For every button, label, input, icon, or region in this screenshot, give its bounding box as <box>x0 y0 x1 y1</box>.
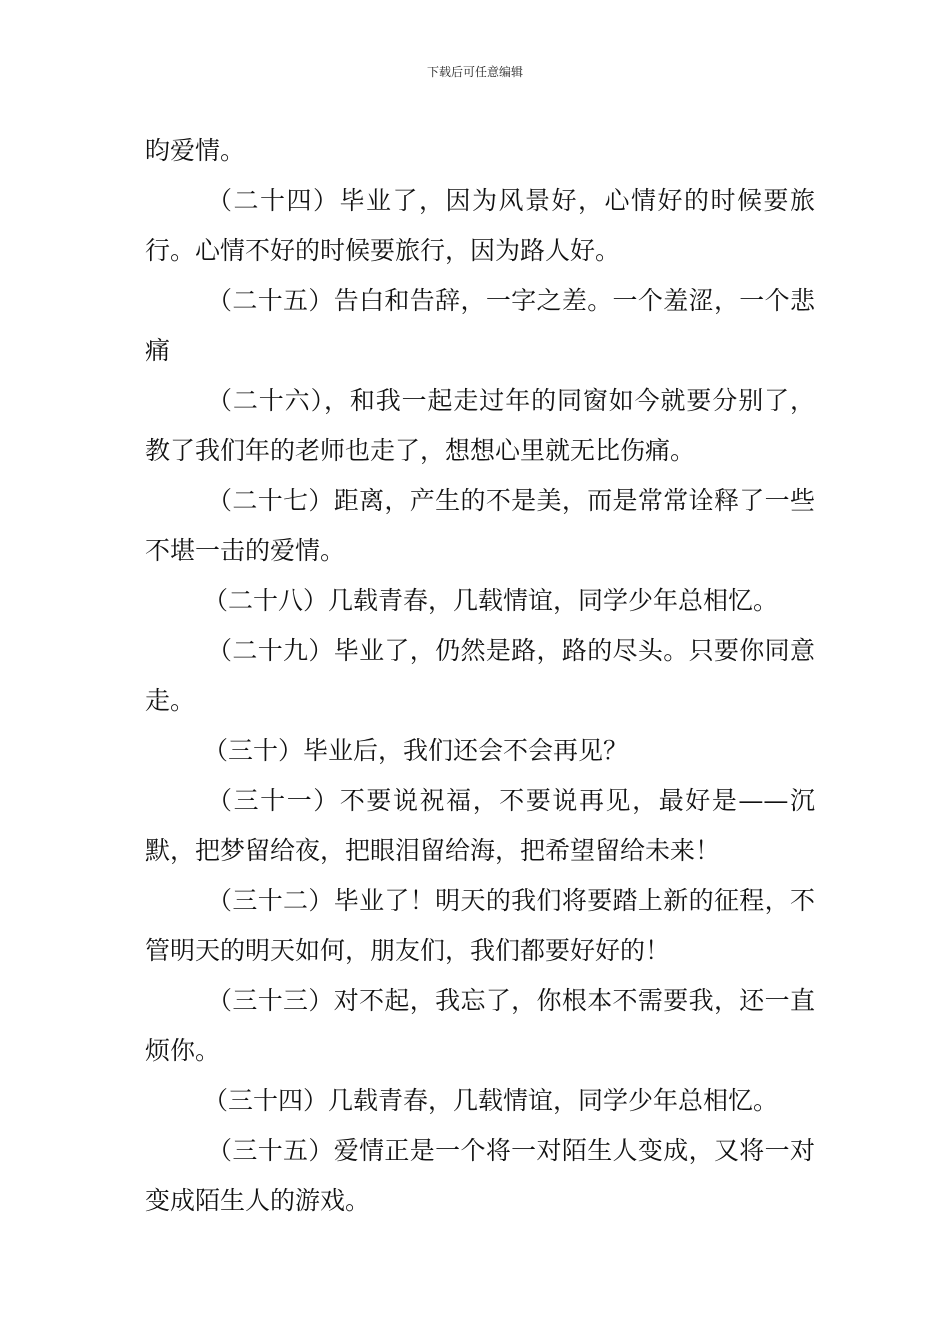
page-header: 下载后可任意编辑 <box>426 65 523 79</box>
paragraph-9: （三十二）毕业了！明天的我们将要踏上新的征程，不管明天的明天如何，朋友们，我们都要好好的！ <box>145 886 815 965</box>
paragraph-10: （三十三）对不起，我忘了，你根本不需要我，还一直烦你。 <box>145 986 815 1065</box>
paragraph-2: （二十五）告白和告辞，一字之差。一个羞涩，一个悲痛 <box>145 286 815 365</box>
paragraph-11: （三十四）几载青春，几载情谊，同学少年总相忆。 <box>203 1086 779 1115</box>
document-body <box>145 126 815 1226</box>
paragraph-3: （二十六），和我一起走过年的同窗如今就要分别了，教了我们年的老师也走了，想想心里就无比伤痛。 <box>145 386 815 465</box>
paragraph-6: （二十九）毕业了，仍然是路，路的尽头。只要你同意走。 <box>145 636 815 715</box>
paragraph-4: （二十七）距离，产生的不是美，而是常常诠释了一些不堪一击的爱情。 <box>145 486 815 565</box>
paragraph-12: （三十五）爱情正是一个将一对陌生人变成，又将一对变成陌生人的游戏。 <box>145 1136 815 1215</box>
paragraph-8: （三十一）不要说祝福，不要说再见，最好是——沉默，把梦留给夜，把眼泪留给海，把希望留给未来！ <box>145 786 815 865</box>
paragraph-7: （三十）毕业后，我们还会不会再见？ <box>203 736 629 765</box>
paragraph-0: 昀爱情。 <box>145 136 246 165</box>
paragraph-5: （二十八）几载青春，几载情谊，同学少年总相忆。 <box>203 586 779 615</box>
paragraph-1: （二十四）毕业了，因为风景好，心情好的时候要旅行。心情不好的时候要旅行，因为路人好。 <box>145 186 815 265</box>
